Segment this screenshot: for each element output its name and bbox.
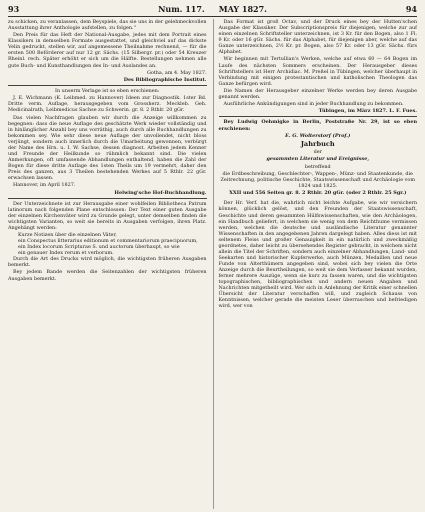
- page-number-left: 93: [8, 4, 20, 14]
- signature: Des Bibliographische Institut.: [123, 76, 207, 83]
- signature: Helwing'sche Hof-Buchhandlung.: [114, 189, 207, 196]
- book-title: Jahrbuch: [300, 139, 335, 148]
- text-paragraph: Bey jedem Bande werden die Seitenzahlen der wichtigsten früheren Ausgaben bemerkt.: [8, 269, 207, 282]
- dateline-signature: Tübingen, im März 1827. L. F. Fues.: [318, 108, 417, 115]
- book-description: die Erdbeschreibung, Geschlechter-, Wappen-, Münz- und Staatenkunde, die Zeitrechnung, politische Geschichte, Staatswissenschaft und Archäologie vom 1824 und 1825.: [220, 170, 415, 189]
- text-paragraph: Der Unterzeichnete ist zur Herausgabe einer wohlfeilen Bibliotheca Patrum latinorum nach folgenden Plane entschlossen: Der Text einer guten Ausgabe der einzelnen Kirchenväter wird zu Grunde gelegt, unter demselben finden die wichtigsten Varianten, so weit sie bereits in Ausgaben verfolgen, ihren Platz. Angehängt werden:: [8, 200, 207, 231]
- text-paragraph: Durch die Art des Drucks wird möglich, die wichtigsten früheren Ausgaben bemerkt.: [8, 256, 207, 269]
- text-paragraph: Den Preis für das Heft der National-Ausgabe, jedes mit dem Portrait eines Klassikers in demselben Formate ausgestattet, und gleichviel auf das dickste Velin gedruckt, stellen wir, auf angemessene Theilnahme rechnend, — für die ersten 500 Beförderer auf nur 12 gr. Sächs. (15 Silbergr. pr.) oder 54 Kreuzer Rheinl. rech. Später erhöht er sich um die Hälfte. Bestellungen nehmen alle gute Buch- und Kunsthandlungen des In- und Auslandes an.: [8, 32, 207, 69]
- divider: [219, 116, 418, 117]
- appendix-list: [8, 232, 207, 256]
- book-title-part: betreffend: [304, 163, 331, 170]
- text-paragraph: zu schicken, zu veranlassen, dem Beyspiele, das sie uns in der gelehmeckvollen Ausstattung ihrer Anthologie aufstellen, zu folgen.": [8, 19, 207, 32]
- divider: [8, 198, 207, 199]
- announcement-intro: In unserm Verlage ist so eben erschienen:: [55, 88, 160, 95]
- issue-number: Num. 117.: [158, 4, 205, 14]
- list-item: Kurze Notizen über die einzelnen Väter,: [18, 232, 117, 238]
- announcement-intro: Bey Ludwig Oehmigke in Berlin, Poststraße Nr. 29, ist so eben erschienen:: [218, 119, 417, 132]
- book-title-part: der: [313, 149, 322, 156]
- issue-date: MAY 1827.: [218, 4, 267, 14]
- header-center: [158, 4, 267, 14]
- book-entry: J. E. Wichmann (K. Leibmed. zu Hannover) Ideen zur Diagnostik. 1ster Bd. Dritte verm. Auflage, herausgegeben vom Grossherz. Meckleb. Geh. Medicinalrath, Leibmedicus Sachse zu Schwerin. gr. 8. 2 Rthlr. 20 gGr.: [8, 95, 207, 114]
- text-paragraph: Die Namen der Herausgeber einzelner Werke werden bey deren Ausgabe genannt werden.: [218, 87, 417, 100]
- left-column: [8, 19, 207, 509]
- list-item: ein Conspectus litterarius editionum et commentariorum praecipuorum,: [18, 238, 198, 245]
- list-item: ein Index locorum Scripturae S. und auctorum überhaupt, so wie: [18, 244, 180, 251]
- text-paragraph: Wir beginnen mit Tertullian's Werken, welche auf etwa 60 — 64 Bogen im Laufe des nächsten Sommers erscheinen. Der Herausgeber dieses Schriftstellers ist Herr Archidiac. M. Preßel in Tübingen, welcher überhaupt in Verbindung mit einigen protestantischen und katholischen Theologen das Ganze befürgen wird.: [218, 56, 417, 87]
- columns: [8, 19, 417, 509]
- dateline: Hannover, im April 1827.: [13, 182, 76, 189]
- dateline: Gotha, am 4. May 1827.: [146, 69, 207, 76]
- author-name: E. G. Wolterstorf (Prof.): [285, 132, 351, 139]
- text-paragraph: Der Hr. Verf. hat die, wahrlich nicht leichte Aufgabe, wie wir versichern können, glücklich gelöst, und den Freunden der Staatswissenschaft, Geschichte und deren gesammten Hülfswissenschaften, wie den Archäologen, ein Handbuch geliefert, in welchem sie wenig von dem Reichthume vermissen werden, welchen die deutsche und ausländische Literatur genannter Wissenschaften in den angegebenen Jahren dargelegt haben. Alles diess ist mit seltenem Fleiss und großer Genauigkeit in ein natürlich und zweckmäßig geordnetes, daher leicht zu übersehendes Register gebracht, in welchem nicht allein die Titel der Schriften, sondern auch einzelner Abhandlungen, Land- und Seekarten und historischer Kupferwerke, auch Münzen, Medaillen und neue Funde von Alterthümern angegeben sind, wobei sich bey vielen die Orte Anzeige durch die Beurtheilungen, so weit sie dem Verfasser bekannt wurden, ferner mehrere Auszüge, wenn sie kurz zu fassen waren, und die wichtigsten topographischen, bibliographischen und andern neuen Angaben und Nachrichten mitgetheilt wird. Wer sich in Anlehnung der Kritik einer schnellen Übersicht der Literatur verschaffen will, und zugleich Schauss von Kenntnissen, welcher gerade die meisten Leser überraschen und befriedigen wird, wer von: [218, 200, 417, 310]
- page-number-right: 94: [405, 4, 417, 14]
- text-paragraph: Ausführliche Ankündigungen sind in jeder Buchhandlung zu bekommen.: [223, 101, 404, 108]
- book-price: XXII und 556 Seiten gr. 8. 2 Rthlr. 20 gGr. (oder 2 Rthlr. 25 Sgr.): [229, 190, 407, 197]
- divider: [8, 85, 207, 86]
- list-item: ein genauer Index rerum et verborum.: [18, 250, 114, 257]
- book-subtitle: gesammten Literatur und Ereignisse,: [266, 156, 370, 163]
- text-paragraph: Das vielen Nachfragen glauben wir durch die Anzeige willkommen zu begegnen: dass die neue Auflage des geschätzte Werk wieder vollständig und in hinlänglicher Anzahl bey uns vorräthig, auch durch alle Buchhandlungen zu bekommen sey. Wie sehr diese neue Auflage der unvollendet, nicht bloss verjüngt, sondern auch innerlich durch die Umarbeitung gewonnen, verbürgt der Name des Hrn. u. I. W. Sachse, dessen diagnost. Arbeiten jedem Kenner und Freunde der Heilkunde so rühmlich bekannt sind. Die vielen Anmerkungen, oft umfassende Abhandlungen enthaltend, haben die Zahl der Bogen für diese dritte Auflage des 1sten Theils um 19 vermehrt, daher den Preis des ganzen, aus 3 Theilen bestehenden Werkes auf 5 Rthlr. 22 gGr. erwachsen lassen.: [8, 114, 207, 182]
- right-column: [213, 19, 418, 509]
- page-header: [8, 4, 417, 17]
- text-paragraph: Das Format ist groß Octav, und der Druck eines bey der Hutten'schen Ausgabe der Klassiker. Der Subscriptionspreis für diejenigen, welche zur auf einen einzelnen Schriftsteller unterzeichnen, ist 3 Kr. für den Bogen, also 1 Fl. 9 Kr. oder 16 gGr. Sächs. für das Alphabet, für diejenigen aber, welche auf das Ganze unterzeichnen, 2½ Kr. pr. Bogen, also 57 Kr. oder 13 gGr. Sächs. fürs Alphabet.: [218, 19, 417, 56]
